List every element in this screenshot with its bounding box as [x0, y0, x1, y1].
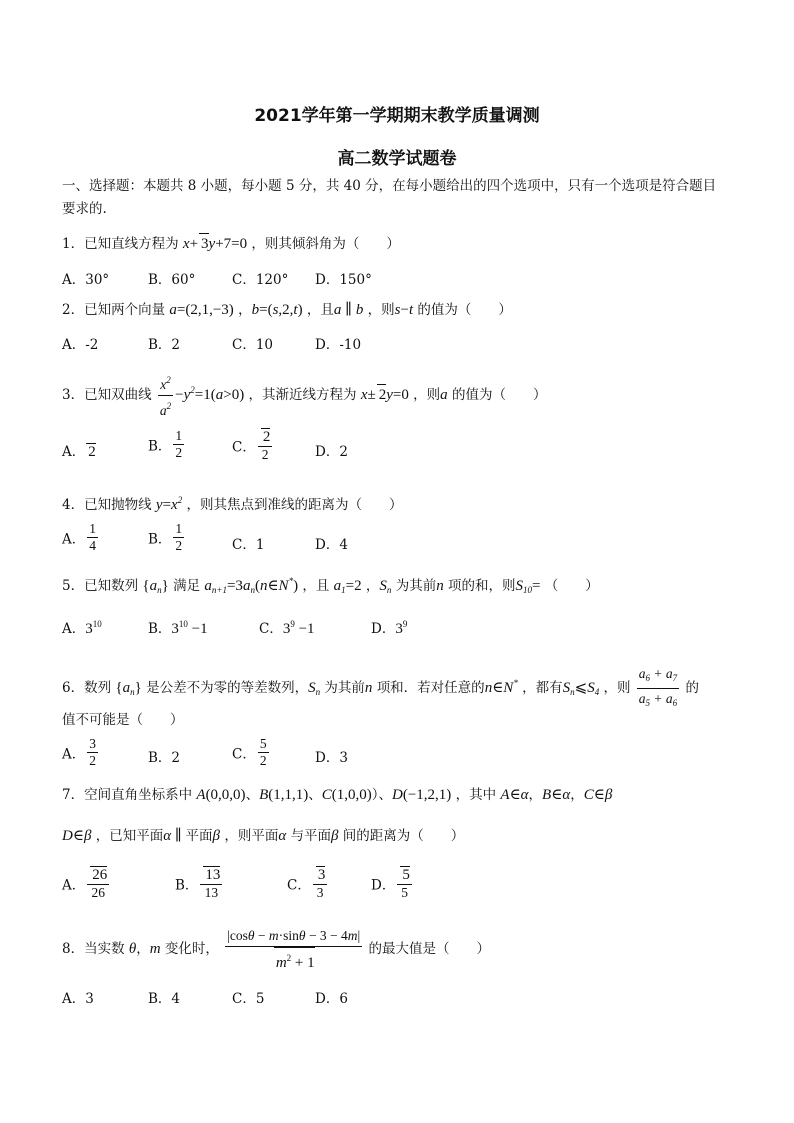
- q2-option-a[interactable]: A．-2: [62, 337, 99, 353]
- q1-option-b[interactable]: B．60°: [148, 272, 196, 288]
- q8-option-c[interactable]: C．5: [232, 991, 265, 1007]
- q1-option-a[interactable]: A．30°: [62, 272, 110, 288]
- question-6-line2: 值不可能是（ ）: [62, 712, 184, 728]
- q1-option-c[interactable]: C．120°: [232, 272, 289, 288]
- q5-option-d[interactable]: D．$3^9$: [371, 619, 408, 637]
- q4-option-a[interactable]: A． $\frac{1}{4}$: [62, 521, 96, 553]
- q2-option-b[interactable]: B．2: [148, 337, 181, 353]
- q6-option-c[interactable]: C． $\frac{5}{2}$: [232, 736, 267, 768]
- q3-option-c[interactable]: C． $\frac{2}{2}$: [232, 429, 271, 462]
- question-8: 8．当实数 θ，m 变化时， $\frac{|\cos\theta - m\cdot\sin\theta - 3 - 4m|}{m^2 + 1}$ 的最大值是（ ）: [62, 928, 491, 971]
- q1-equation: x: [182, 236, 190, 252]
- q4-option-c[interactable]: C．1: [232, 537, 265, 553]
- q6-option-d[interactable]: D．3: [315, 750, 348, 766]
- exam-subtitle: 高二数学试题卷: [337, 149, 457, 169]
- question-6: 6．数列 $\{a_n\}$ 是公差不为零的等差数列，$S_n$ 为其前n 项和．若对任意的n∈N* ，都有$S_n⩽S_4$ ，则 $\frac{a_6 + a_7}{a_5 + a_6}$ 的: [62, 664, 699, 713]
- q2-option-c[interactable]: C．10: [232, 337, 274, 353]
- q7-option-a[interactable]: A． $\frac{26}{26}$: [62, 867, 108, 900]
- question-5: 5．已知数列 $\{a_n\}$ 满足 $a_{n+1}=3a_n(n\in N^*)$ ，且 $a_1=2$ ，$S_n$ 为其前n 项的和，则$S_{10}=$ （ ）: [62, 576, 599, 595]
- question-3: 3．已知双曲线 $\frac{x^2}{a^2}$ $-y^2=1(a>0)$ ，其渐近线方程为 x± 2y=0 ，则a 的值为（ ）: [62, 370, 546, 421]
- q6-option-b[interactable]: B．2: [148, 750, 181, 766]
- q4-option-b[interactable]: B． $\frac{1}{2}$: [148, 521, 183, 553]
- question-7-line2: D∈β ，已知平面α ∥ 平面β ，则平面α 与平面β 间的距离为（ ）: [62, 828, 465, 844]
- q8-option-d[interactable]: D．6: [315, 991, 348, 1007]
- q6-option-a[interactable]: A． $\frac{3}{2}$: [62, 736, 96, 768]
- q2-option-d[interactable]: D．-10: [315, 337, 362, 353]
- question-1: 1．已知直线方程为 x+ 3y+7=0 ，则其倾斜角为（ ）: [62, 233, 400, 254]
- q7-option-c[interactable]: C． $\frac{3}{3}$: [287, 867, 326, 900]
- q4-option-d[interactable]: D．4: [315, 537, 348, 553]
- q7-option-d[interactable]: D． $\frac{5}{5}$: [371, 867, 410, 900]
- question-2: 2．已知两个向量 a=(2,1,−3) ，b=(s,2,t) ，且a ∥ b ，则s−t 的值为（ ）: [62, 302, 512, 318]
- section-intro-line1: 一、选择题：本题共 8 小题，每小题 5 分，共 40 分，在每小题给出的四个选项中，只有一个选项是符合题目: [62, 178, 717, 194]
- q8-option-a[interactable]: A．3: [62, 991, 94, 1007]
- question-7: 7．空间直角坐标系中 A(0,0,0)、B(1,1,1)、C(1,0,0)）、D(−1,2,1) ，其中 A∈α，B∈α，C∈β: [62, 787, 613, 803]
- q1-option-d[interactable]: D．150°: [315, 272, 372, 288]
- q3-option-b[interactable]: B． $\frac{1}{2}$: [148, 428, 183, 460]
- q5-option-c[interactable]: C．$3^9 -1$: [259, 619, 315, 637]
- exam-title: 2021学年第一学期期末教学质量调测: [254, 106, 540, 126]
- q3-option-a[interactable]: A． 2: [62, 444, 96, 460]
- q8-option-b[interactable]: B．4: [148, 991, 181, 1007]
- section-intro-line2: 要求的.: [62, 201, 107, 217]
- q3-option-d[interactable]: D．2: [315, 444, 348, 460]
- question-4: 4．已知抛物线 $y=x^2$ ，则其焦点到准线的距离为（ ）: [62, 495, 403, 513]
- q7-option-b[interactable]: B． $\frac{13}{13}$: [175, 867, 221, 900]
- q5-option-a[interactable]: A．$3^{10}$: [62, 619, 102, 637]
- q5-option-b[interactable]: B．$3^{10} -1$: [148, 619, 208, 637]
